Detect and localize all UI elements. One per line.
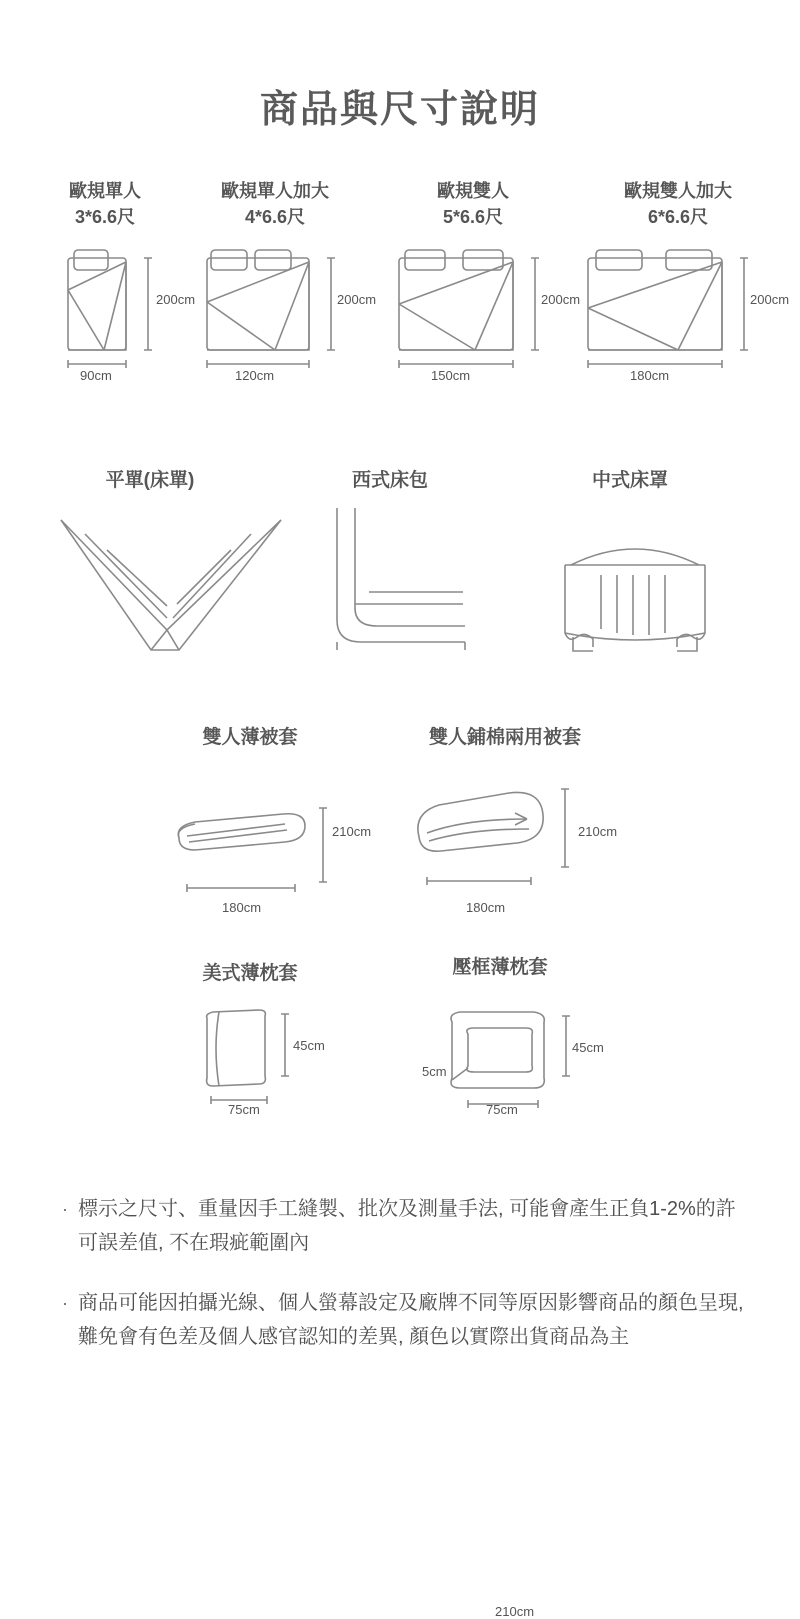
- quilt-width-2: 180cm: [466, 900, 506, 915]
- note-text: 標示之尺寸、重量因手工縫製、批次及測量手法, 可能會產生正負1-2%的許可誤差值, 不在瑕疵範圍內: [78, 1198, 736, 1254]
- quilt-length-1: 210cm: [495, 1604, 535, 1619]
- note-text: 商品可能因拍攝光線、個人螢幕設定及廠牌不同等原因影響商品的顏色呈現, 難免會有色差及個人感官認知的差異, 顏色以實際出貨商品為主: [78, 1292, 744, 1348]
- bed-art-2: [185, 242, 377, 392]
- bed-size-dim-3: 5*6.6尺: [442, 207, 504, 227]
- bed-size-item-4: [578, 178, 790, 392]
- pillow-label-1: 美式薄枕套: [202, 963, 298, 984]
- sheet-type-label-3: 中式床罩: [591, 470, 668, 491]
- bed-cover-art: [555, 515, 715, 665]
- sheet-type-label-2: 西式床包: [351, 470, 428, 491]
- pillow-width-2: 75cm: [486, 1102, 518, 1117]
- bed-size-item-3: [383, 178, 581, 392]
- bed-width-1: 90cm: [80, 368, 112, 383]
- bed-size-item-1: [30, 178, 196, 392]
- quilt-label-1: 雙人薄被套: [202, 727, 298, 748]
- quilt-width-1: 180cm: [222, 900, 262, 915]
- bed-size-item-2: [185, 178, 377, 392]
- bed-art-3: [383, 242, 581, 392]
- quilt-label-2: 雙人鋪棉兩用被套: [428, 727, 581, 748]
- pillow-frame-2: 5cm: [422, 1064, 447, 1079]
- bed-size-dim-2: 4*6.6尺: [244, 207, 306, 227]
- pillow-label-2: 壓框薄枕套: [452, 957, 548, 978]
- sheet-type-label-1: 平單(床單): [105, 470, 195, 491]
- bed-size-name-1: 歐規單人: [69, 181, 141, 201]
- note-item: [52, 1192, 752, 1260]
- bed-width-3: 150cm: [431, 368, 471, 383]
- bed-art-4: [578, 242, 790, 392]
- pillow-height-2: 45cm: [572, 1040, 604, 1055]
- bed-size-row: [0, 178, 800, 418]
- bed-size-name-4: 歐規雙人加大: [624, 181, 732, 201]
- note-item: [52, 1286, 752, 1354]
- notes-list: [52, 1192, 752, 1380]
- quilt-length-1-text: 210cm: [332, 824, 372, 839]
- page-title: 商品與尺寸說明: [259, 89, 540, 131]
- bed-size-dim-1: 3*6.6尺: [74, 207, 136, 227]
- bed-size-name-3: 歐規雙人: [437, 181, 509, 201]
- bed-size-name-2: 歐規單人加大: [221, 181, 329, 201]
- bed-length-1: 200cm: [156, 292, 196, 307]
- quilt-length-2: 210cm: [578, 824, 618, 839]
- pillow-height-1: 45cm: [293, 1038, 325, 1053]
- bed-art-1: [30, 242, 196, 392]
- bullet-icon: ·: [62, 1293, 68, 1313]
- pillow-width-1: 75cm: [228, 1102, 260, 1117]
- bullet-icon: ·: [62, 1199, 68, 1219]
- bed-length-2: 200cm: [337, 292, 377, 307]
- bed-length-3: 200cm: [541, 292, 581, 307]
- fitted-sheet-art: [325, 500, 475, 660]
- padded-quilt-art: [405, 775, 605, 915]
- bed-length-4: 200cm: [750, 292, 790, 307]
- bed-size-dim-4: 6*6.6尺: [647, 207, 709, 227]
- bed-width-2: 120cm: [235, 368, 275, 383]
- flat-sheet-art: [55, 500, 285, 660]
- bed-width-4: 180cm: [630, 368, 670, 383]
